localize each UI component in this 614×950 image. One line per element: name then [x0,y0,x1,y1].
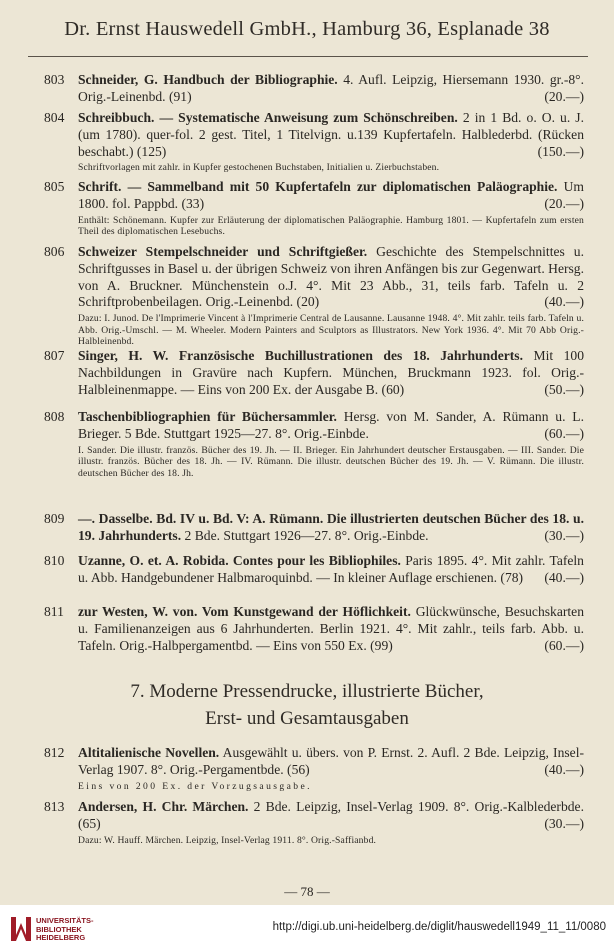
entry-description [78,409,584,443]
catalog-entry [44,72,584,106]
entry-number: 809 [44,511,65,526]
entry-title: —. Dasselbe. Bd. IV u. Bd. V: A. Rümann. Die illustrierten deutschen Bücher des 18. u. 19. Jahrhunderts. [78,511,584,543]
entry-number: 811 [44,604,64,619]
entry-details: Um 1800. fol. Pappbd. (33) [78,179,584,211]
entry-description [78,799,584,833]
entry-note: Eins von 200 Ex. der Vorzugsausgabe. [78,780,312,792]
entry-title: Schreibbuch. — Systematische Anweisung zum Schönschreiben. [78,110,458,125]
entry-note: Dazu: W. Hauff. Märchen. Leipzig, Insel-Verlag 1911. 8°. Orig.-Saffianbd. [78,834,377,846]
entry-number: 804 [44,110,65,125]
page-number: — 78 — [284,884,330,899]
page-header: Dr. Ernst Hauswedell GmbH., Hamburg 36, Esplanade 38 [64,18,550,40]
entry-details: Hersg. von M. Sander, A. Rümann u. L. Brieger. 5 Bde. Stuttgart 1925—27. 8°. Orig.-Einbde. [78,409,584,441]
catalog-entry [44,244,584,348]
entry-number: 812 [44,745,65,760]
entry-price: (60.—) [544,425,584,441]
catalog-entry [44,604,584,654]
entry-description [78,110,584,160]
entry-price: (60.—) [544,637,584,653]
library-logo-text: UNIVERSITÄTS- BIBLIOTHEK HEIDELBERG [36,916,94,943]
section-title-line2: Erst- und Gesamtausgaben [205,708,409,729]
entry-details: 2 Bde. Stuttgart 1926—27. 8°. Orig.-Einbde. [181,527,429,543]
entry-details: Ausgewählt u. übers. von P. Ernst. 2. Aufl. 2 Bde. Leipzig, Insel-Verlag 1907. 8°. Orig.-Pergamentbde. (56) [78,745,584,777]
entry-title: Singer, H. W. Französische Buchillustrationen des 18. Jahrhunderts. [78,348,523,363]
entry-price: (40.—) [544,761,584,777]
library-footer-bar [0,905,614,950]
entry-details: Geschichte des Stempelschnittes u. Schriftgusses in Basel u. der übrigen Schweiz von ihren Anfängen bis zur Gegenwart. Hersg. von A. Bruckner. Münchenstein o.J. 4°. Mit 23 Abb., 31, teils farb. Tafeln u. 2 Schriftprobenbeilagen. Orig.-Leinenbd. (20) [78,244,584,310]
entry-details: Glückwünsche, Besuchskarten u. Familienanzeigen aus 6 Jahrhunderten. Berlin 1921. 4°. Mit zahlr., teils farb. Abb. u. Tafeln. Orig.-Halbpergamentbd. — Eins von 550 Ex. (99) [78,604,584,653]
catalog-entry [44,409,584,479]
entry-price: (30.—) [544,527,584,543]
entry-description [78,244,584,311]
catalog-entry [44,110,584,174]
entry-price: (20.—) [544,88,584,104]
entry-title: Schrift. — Sammelband mit 50 Kupfertafeln zur diplomatischen Paläographie. [78,179,558,194]
entry-number: 803 [44,72,65,87]
entry-price: (30.—) [544,815,584,831]
university-library-logo-icon [8,913,34,943]
entry-details: 2 in 1 Bd. o. O. u. J. (um 1780). quer-fol. 2 gest. Titel, 1 Titelvign. u.139 Kupfertafeln. Halblederbd. (Rücken beschabt.) (125) [78,110,584,159]
entry-description [78,348,584,398]
entry-details: Mit 100 Nachbildungen in Gravüre nach Kupfern. München, Bruckmann 1923. fol. Orig.-Halbleinenmappe. — Eins von 200 Ex. der Ausgabe B. (60) [78,348,585,397]
entry-title: Taschenbibliographien für Büchersammler. [78,409,337,424]
entry-note: Enthält: Schönemann. Kupfer zur Erläuterung der diplomatischen Paläographie. Hamburg 1801. — Kupfertafeln zum ersten Theil des diplomatischen Lesebuchs. [78,214,584,238]
entry-price: (50.—) [544,381,584,397]
entry-description [78,511,584,545]
entry-details: Paris 1895. 4°. Mit zahlr. Tafeln u. Abb. Handgebundener Halbmaroquinbd. — In kleiner Auflage erschienen. (78) [78,553,584,585]
entry-note: Schriftvorlagen mit zahlr. in Kupfer gestochenen Buchstaben, Initialien u. Zierbuchstaben. [78,162,440,174]
entry-title: Schweizer Stempelschneider und Schriftgießer. [78,244,368,259]
header-rule [28,56,588,57]
entry-description [78,553,584,587]
section-title-line1: 7. Moderne Pressendrucke, illustrierte Bücher, [130,681,484,702]
entry-title: Andersen, H. Chr. Märchen. [78,799,249,814]
entry-title: Altitalienische Novellen. [78,745,220,760]
entry-number: 805 [44,179,65,194]
section-title [0,678,614,732]
entry-description [78,745,584,779]
entry-note: Dazu: I. Junod. De l'Imprimerie Vincent à l'Imprimerie Central de Lausanne. Lausanne 1948. 4°. Mit zahlr. teils farb. Tafeln u. Abb. Orig.-Umschl. — M. Wheeler. Modern Painters and Sculptors as Illustrators. New York 1936. 4°. Mit 70 Abb Orig.-Halbleinenbd. [78,313,584,348]
entry-note: I. Sander. Die illustr. französ. Bücher des 19. Jh. — II. Brieger. Ein Jahrhundert deutscher Erstausgaben. — III. Sander. Die illustr. französ. Bücher des 18. Jh. — IV. Rümann. Die illustr. deutschen Bücher des 19. Jh. — V. Rümann. Die illustr. deutschen Bücher des 18. Jh. [78,444,584,479]
entry-number: 808 [44,409,65,424]
catalog-entry [44,553,584,587]
catalog-entry [44,511,584,545]
catalog-entry [44,348,584,398]
entry-number: 807 [44,348,65,363]
source-url-link[interactable]: http://digi.ub.uni-heidelberg.de/diglit/hauswedell1949_11_11/0080 [272,921,606,933]
entry-number: 810 [44,553,65,568]
catalog-entry [44,745,584,792]
entry-description [78,179,584,213]
catalog-entry [44,179,584,238]
entry-price: (40.—) [544,569,584,585]
entry-price: (150.—) [537,143,584,159]
entry-description [78,604,584,654]
entry-price: (20.—) [544,195,584,211]
entry-number: 806 [44,244,65,259]
entry-description [78,72,584,106]
catalog-entry [44,799,584,846]
entry-title: Schneider, G. Handbuch der Bibliographie. [78,72,338,87]
entry-details: 2 Bde. Leipzig, Insel-Verlag 1909. 8°. Orig.-Kalblederbde. (65) [78,799,584,831]
entry-number: 813 [44,799,65,814]
entry-title: Uzanne, O. et. A. Robida. Contes pour les Bibliophiles. [78,553,401,568]
entry-title: zur Westen, W. von. Vom Kunstgewand der Höflichkeit. [78,604,411,619]
entry-price: (40.—) [544,294,584,310]
entry-details: 4. Aufl. Leipzig, Hiersemann 1930. gr.-8°. Orig.-Leinenbd. (91) [78,72,584,104]
